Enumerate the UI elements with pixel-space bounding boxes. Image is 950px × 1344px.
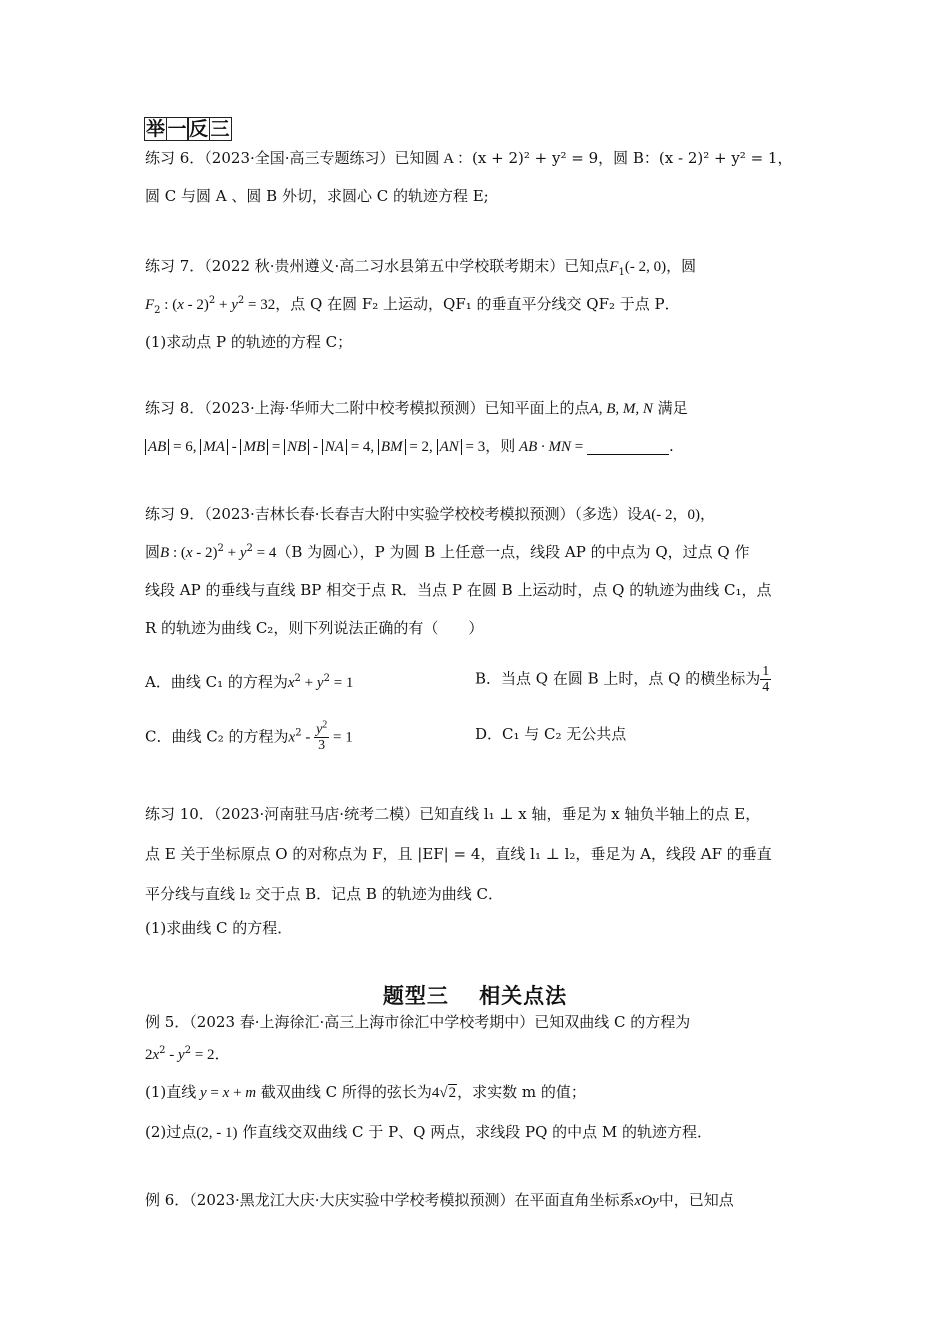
ex9-line3: 线段 AP 的垂线与直线 BP 相交于点 R．当点 P 在圆 B 上运动时，点 Q 的轨迹为曲线 C₁，点 bbox=[145, 581, 772, 599]
ex10-line3: 平分线与直线 l₂ 交于点 B．记点 B 的轨迹为曲线 C． bbox=[145, 885, 503, 903]
section-label-char: 三 bbox=[210, 118, 230, 140]
ex9-line4: R 的轨迹为曲线 C₂，则下列说法正确的有（ ） bbox=[145, 619, 484, 637]
ex9-option-a[interactable]: A．曲线 C₁ 的方程为$x^2 + y^2 = 1$ bbox=[145, 673, 354, 691]
ex7-question1: (1)求动点 P 的轨迹的方程 C； bbox=[145, 333, 353, 351]
ex7-line1: 练习 7．（2022 秋·贵州遵义·高二习水县第五中学校联考期末）已知点$F_1(-$ 2, 0)，圆 bbox=[145, 257, 697, 278]
ex10-line2: 点 E 关于坐标原点 O 的对称点为 F，且 |EF| = 4，直线 l₁ ⊥ l₂，垂足为 A，线段 AF 的垂直 bbox=[145, 845, 772, 863]
ex9-line2: 圆B : $(x - 2)^2 + y^2 = 4(B$ 为圆心），P 为圆 B 上任意一点，线段 AP 的中点为 Q，过点 Q 作 bbox=[145, 543, 750, 561]
ex8-line2: AB = 6, MA - MB = NB - NA = 4, BM = 2, AN = 3，则 AB · MN = . bbox=[145, 434, 674, 459]
ex9-line1: 练习 9．（2023·吉林长春·长春吉大附中实验学校校考模拟预测）（多选）设A(- 2，0)， bbox=[145, 505, 715, 523]
ex9-option-d[interactable]: D．C₁ 与 C₂ 无公共点 bbox=[475, 725, 627, 743]
ex9-option-b[interactable]: B．当点 Q 在圆 B 上时，点 Q 的横坐标为 $\frac{1}{4}$ bbox=[475, 664, 770, 695]
section-heading: 题型三 相关点法 bbox=[382, 984, 568, 1008]
eg5-question1: (1)直线 y = x + m 截双曲线 C 所得的弦长为4√2，求实数 m 的值； bbox=[145, 1083, 586, 1101]
section-label-char: 一 bbox=[167, 118, 187, 140]
answer-blank[interactable] bbox=[587, 440, 669, 455]
ex10-question1: (1)求曲线 C 的方程． bbox=[145, 919, 293, 937]
eg5-equation: $2x^2 - y^2 = 2$． bbox=[145, 1045, 230, 1063]
ex6-line2: 圆 C 与圆 A 、圆 B 外切，求圆心 C 的轨迹方程 E; bbox=[145, 187, 489, 205]
ex7-line2: $F_2$ : $(x - 2)^2 + y^2 = 32$，点 Q 在圆 F₂ 上运动，QF₁ 的垂直平分线交 QF₂ 于点 P． bbox=[145, 295, 680, 316]
section-label-box bbox=[144, 117, 230, 141]
ex9-option-c[interactable]: C．曲线 C₂ 的方程为$x^2$ - $\frac{y^2}{3}$ = 1 bbox=[145, 719, 353, 753]
eg5-line1: 例 5．（2023 春·上海徐汇·高三上海市徐汇中学校考期中）已知双曲线 C 的方程为 bbox=[145, 1013, 691, 1031]
ex10-line1: 练习 10．（2023·河南驻马店·统考二模）已知直线 l₁ ⊥ x 轴，垂足为 x 轴负半轴上的点 E， bbox=[145, 805, 761, 823]
eg5-question2: (2)过点(2, - 1) 作直线交双曲线 C 于 P、Q 两点，求线段 PQ 的中点 M 的轨迹方程． bbox=[145, 1123, 713, 1141]
ex6-line1: 练习 6．（2023·全国·高三专题练习）已知圆 A ：(x + 2)² + y² = 9，圆 B：(x - 2)² + y² = 1， bbox=[145, 149, 793, 167]
section-label-char: 反 bbox=[189, 118, 209, 140]
ex8-line1: 练习 8．（2023·上海·华师大二附中校考模拟预测）已知平面上的点A, B, M, N 满足 bbox=[145, 399, 688, 417]
section-label-char: 举 bbox=[146, 118, 166, 140]
eg6-line1: 例 6．（2023·黑龙江大庆·大庆实验中学校考模拟预测）在平面直角坐标系xOy中，已知点 bbox=[145, 1191, 734, 1209]
